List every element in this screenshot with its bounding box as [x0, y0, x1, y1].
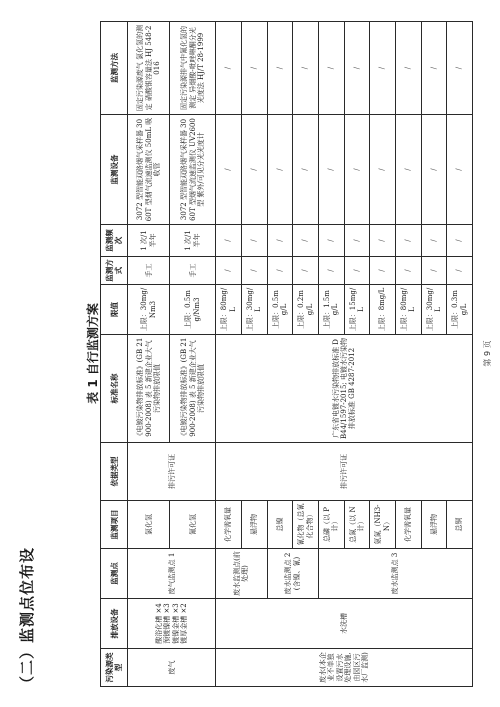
empty-cell: / [267, 257, 293, 285]
empty-cell: / [395, 225, 421, 257]
empty-cell: / [344, 22, 370, 115]
limit-value: 上限：80mg/L [216, 285, 242, 335]
header-monitoring-point: 监测点 [101, 549, 128, 599]
waste-gas-basis: 排污许可证 [128, 443, 216, 501]
monitoring-frequency: 1 次/1 半年 [128, 225, 170, 257]
standard-name: 《电镀污染物排放标准》(GB 21900-2008) 表 5 新建企业大气污染物排放限值 [128, 335, 170, 443]
waste-water-type: 废水(本企业不单独设置污水处理设施,由园区污水厂监测) [216, 649, 473, 687]
monitoring-item: 总铜 [447, 501, 473, 549]
limit-value: 上限：30mg/L [421, 285, 447, 335]
empty-cell: / [216, 22, 242, 115]
limit-value: 上限：30mg/L [241, 285, 267, 335]
waste-water-point-1: 废水监测点(前处理) [216, 549, 267, 599]
empty-cell: / [421, 22, 447, 115]
empty-cell: / [318, 115, 344, 225]
empty-cell: / [293, 115, 319, 225]
empty-cell: / [370, 115, 396, 225]
monitoring-item: 氰化物（总氰化合物） [293, 501, 319, 549]
header-monitoring-frequency: 监测频次 [101, 225, 128, 257]
monitoring-item: 总磷（以 P 计） [318, 501, 344, 549]
waste-water-standard: 广东省电镀水污染物排放标准 DB44/1597-2015; 电镀水污染物排放标准 GB 4287-2012 [216, 335, 473, 443]
empty-cell: / [216, 115, 242, 225]
monitoring-item: 氨氮（NH3-N） [370, 501, 396, 549]
limit-value: 上限：0.3mg/L [447, 285, 473, 335]
empty-cell: / [370, 225, 396, 257]
limit-value: 上限：0.5mg/Nm3 [170, 285, 216, 335]
empty-cell: / [293, 257, 319, 285]
empty-cell: / [241, 257, 267, 285]
empty-cell: / [318, 225, 344, 257]
limit-value: 上限：0.5mg/L [267, 285, 293, 335]
monitoring-method: 手工 [170, 257, 216, 285]
analysis-method: 固定污染源排气中氰化氢的测定 异烟酸-吡唑啉酮分光光度法 HJ/T 28-1999 [170, 22, 216, 115]
waste-gas-facilities: 酸浴化槽 ×4 预镀镍槽 ×3 镀镍金槽 ×3 镀厚金槽 ×2 [128, 599, 216, 649]
limit-value: 上限：0.2mg/L [293, 285, 319, 335]
empty-cell: / [241, 225, 267, 257]
header-basis-type: 依据类型 [101, 443, 128, 501]
standard-name: 《电镀污染物排放标准》(GB 21900-2008) 表 5 新建企业大气污染物排放限值 [170, 335, 216, 443]
empty-cell: / [293, 22, 319, 115]
empty-cell: / [447, 22, 473, 115]
monitoring-method: 手工 [128, 257, 170, 285]
empty-cell: / [447, 225, 473, 257]
empty-cell: / [318, 257, 344, 285]
empty-cell: / [241, 22, 267, 115]
empty-cell: / [344, 257, 370, 285]
table-title: 表 1 自行监测方案 [86, 303, 100, 404]
header-monitoring-item: 监测项目 [101, 501, 128, 549]
section-heading: （二）监测点位布设 [18, 546, 36, 691]
page-number: 第 9 页 [483, 340, 492, 367]
empty-cell: / [421, 115, 447, 225]
waste-water-point-3: 废水监测点 3 [318, 549, 472, 599]
empty-cell: / [344, 115, 370, 225]
monitoring-item: 悬浮物 [421, 501, 447, 549]
empty-cell: / [241, 115, 267, 225]
limit-value: 上限：30mg/Nm3 [128, 285, 170, 335]
empty-cell: / [370, 257, 396, 285]
empty-cell: / [267, 225, 293, 257]
monitoring-item: 总氮（以 N 计） [344, 501, 370, 549]
empty-cell: / [395, 22, 421, 115]
header-discharge-facility: 排放设备 [101, 599, 128, 649]
limit-value: 上限：1.5mg/L [318, 285, 344, 335]
monitoring-item: 悬浮物 [241, 501, 267, 549]
header-row [101, 22, 128, 687]
empty-cell: / [421, 225, 447, 257]
empty-cell: / [447, 257, 473, 285]
empty-cell: / [395, 115, 421, 225]
limit-value: 上限：80mg/L [395, 285, 421, 335]
waste-gas-type: 废气 [128, 649, 216, 687]
monitoring-frequency: 1 次/1 半年 [170, 225, 216, 257]
empty-cell: / [370, 22, 396, 115]
empty-cell: / [267, 115, 293, 225]
monitoring-equipment: 3072 型智能双路烟气采样器 3060T 型烟气流速监测仪 UV2600 型 紫外/可见分光光度计 [170, 115, 216, 225]
empty-cell: / [216, 225, 242, 257]
empty-cell: / [344, 225, 370, 257]
empty-cell: / [421, 257, 447, 285]
empty-cell: / [267, 22, 293, 115]
empty-cell: / [216, 257, 242, 285]
monitoring-item: 氰化氢 [170, 501, 216, 549]
waste-gas-point: 废气监测点 1 [128, 549, 216, 599]
monitoring-item: 化学需氧量 [395, 501, 421, 549]
header-monitoring-equipment: 监测设备 [101, 115, 128, 225]
waste-water-basis: 排污许可证 [216, 443, 473, 501]
waste-water-point-2: 废水监测点 2 (含镍、氰) [267, 549, 318, 599]
limit-value: 上限：15mg/L [344, 285, 370, 335]
empty-cell: / [293, 225, 319, 257]
header-analysis-method: 监测方法 [101, 22, 128, 115]
empty-cell: / [395, 257, 421, 285]
table-row [216, 22, 242, 687]
header-limit: 限值 [101, 285, 128, 335]
monitoring-plan-table [100, 21, 473, 687]
empty-cell: / [447, 115, 473, 225]
monitoring-item: 氯化氢 [128, 501, 170, 549]
header-standard-name: 标准名称 [101, 335, 128, 443]
header-pollution-type: 污染源类型 [101, 649, 128, 687]
empty-cell: / [318, 22, 344, 115]
header-monitoring-method: 监测方式 [101, 257, 128, 285]
table-row [128, 22, 170, 687]
waste-water-facility: 水洗槽 [216, 599, 473, 649]
limit-value: 上限：8mg/L [370, 285, 396, 335]
monitoring-item: 总镍 [267, 501, 293, 549]
monitoring-item: 化学需氧量 [216, 501, 242, 549]
analysis-method: 固定污染源废气 氯化氢的测定 硝酸银容量法 HJ 548-2016 [128, 22, 170, 115]
monitoring-equipment: 3072 型智能双路烟气采样器 3060T 型烟气流速监测仪 50mL 吸收管 [128, 115, 170, 225]
